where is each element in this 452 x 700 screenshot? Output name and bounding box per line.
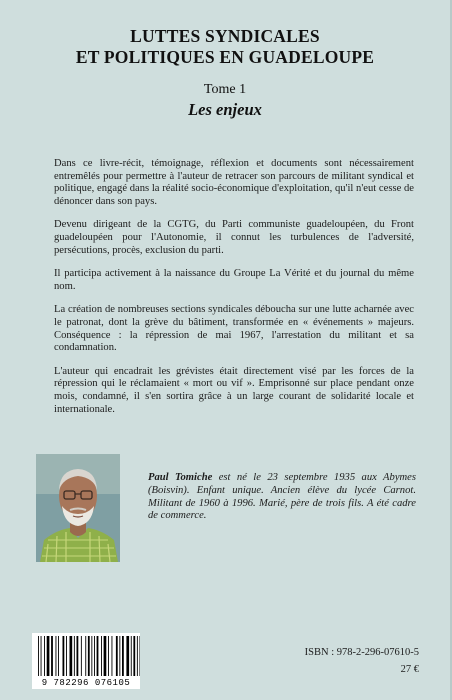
blurb-paragraph: L'auteur qui encadrait les grévistes était directement visé par les forces de la répression qui le réclamaient « mort ou vif ». Emprisonné sur place pendant onze mois, condamné, il s'en sortira grâce à un large courant de solidarité locale et internationale.: [54, 365, 414, 415]
blurb-paragraph: Devenu dirigeant de la CGTG, du Parti communiste guadeloupéen, du Front guadeloupéen pour l'Autonomie, il connut les turbulences de l'adversité, persécutions, procès, exclusion du parti.: [54, 219, 414, 256]
blurb-paragraph: La création de nombreuses sections syndicales déboucha sur une lutte acharnée avec le patronat, dont la grève du bâtiment, transformée en « événements » majeurs. Conséquence : la répression de mai 1967, l'arrestation du militant et sa condamnation.: [54, 304, 414, 354]
book-title-line-1: LUTTES SYNDICALES: [130, 26, 320, 46]
author-bio-text: est né le 23 septembre 1935 aux Abymes (Boisvin). Enfant unique. Ancien élève du lycée Carnot. Militant de 1960 à 1996. Marié, père de trois fils. A été cadre de commerce.: [148, 472, 416, 522]
author-bio: [148, 472, 416, 523]
author-name: Paul Tomiche: [148, 472, 213, 483]
book-title: [0, 26, 450, 68]
isbn-text: ISBN : 978-2-296-07610-5: [304, 647, 419, 658]
blurb-paragraph: Il participa activement à la naissance du Groupe La Vérité et du journal du même nom.: [54, 268, 414, 292]
isbn-barcode: [32, 633, 140, 689]
blurb: [54, 158, 414, 427]
author-portrait-image: [36, 454, 120, 562]
barcode-digits: 9 782296 076105: [41, 678, 131, 688]
author-photo: [36, 454, 120, 562]
blurb-paragraph: Dans ce livre-récit, témoignage, réflexion et documents sont nécessairement entremêlés pour permettre à l'auteur de retracer son parcours de militant syndical et politique, engagé dans la réalité socio-économique d'exploitation, qu'il n'eut cesse de dénoncer dans son pays.: [54, 158, 414, 207]
price: 27 €: [400, 664, 419, 675]
book-title-line-2: ET POLITIQUES EN GUADELOUPE: [75, 47, 375, 67]
tome-number: Tome 1: [203, 82, 247, 97]
book-subtitle: Les enjeux: [188, 100, 262, 119]
barcode-bars: [32, 633, 140, 679]
